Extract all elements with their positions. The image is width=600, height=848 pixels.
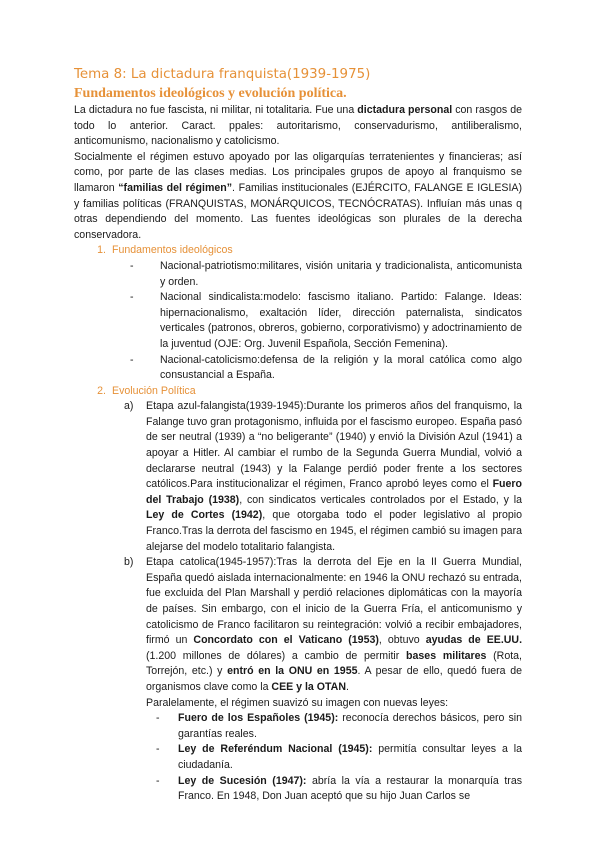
section-heading-2: 2. Evolución Política [97, 384, 196, 397]
list-item: - Ley de Referéndum Nacional (1945): permitía consultar leyes a la ciudadanía. [156, 743, 522, 771]
intro-paragraph-2: Socialmente el régimen estuvo apoyado por las oligarquías terratenientes y financieras; así como, por parte de las clases medias. Los principales grupos de apoyo al franquismo se llamaron “familias del régimen”. Familias institucionales (EJÉRCITO, FALANGE E IGLESIA) y familias políticas (FRANQUISTAS, MONÁRQUICOS, TECNÓCRATAS). Influían más unas q otras dependiendo del momento. Las fuentes ideológicas son plurales de la derecha conservadora. [74, 150, 522, 241]
list-item-b: b) Etapa catolica(1945-1957):Tras la derrota del Eje en la II Guerra Mundial, España quedó aislada internacionalmente: en 1946 la ONU rechazó su entrada, fue excluida del Plan Marshall y perdió relaciones diplomáticas con la mayoría de países. Sin embargo, con el inicio de la Guerra Fría, el anticomunismo y catolicismo de Franco facilitaron su reintegración: volvió a recibir embajadores, firmó un Concordato con el Vaticano (1953), obtuvo ayudas de EE.UU. (1.200 millones de dólares) a cambio de permitir bases militares (Rota, Torrejón, etc.) y entró en la ONU en 1955. A pesar de ello, quedó fuera de organismos clave como la CEE y la OTAN. [124, 556, 523, 693]
document-title: Tema 8: La dictadura franquista(1939-1975) [74, 67, 371, 82]
intro-paragraph-1: La dictadura no fue fascista, ni militar, ni totalitaria. Fue una dictadura personal con rasgos de todo lo anterior. Caract. ppales: autoritarismo, conservadurismo, antiliberalismo, anticomunismo, nacionalismo y catolicismo. [74, 104, 522, 148]
list-item-a: a) Etapa azul-falangista(1939-1945):Durante los primeros años del franquismo, la Falange tuvo gran protagonismo, influida por el fascismo europeo. España pasó de ser neutral (1939) a “no beligerante” (1940) y envió la División Azul (1941) a apoyar a Hitler. Al cambiar el rumbo de la Segunda Guerra Mundial, volvió a declararse neutral (1943) y la Falange perdió poder frente a los sectores católicos.Para institucionalizar el régimen, Franco aprobó leyes como el Fuero del Trabajo (1938), con sindicatos verticales controlados por el Estado, y la Ley de Cortes (1942), que otorgaba todo el poder legislativo al propio Franco.Tras la derrota del fascismo en 1945, el régimen cambió su imagen para alejarse del modelo totalitario falangista. [124, 400, 522, 553]
list-item: - Ley de Sucesión (1947): abría la vía a restaurar la monarquía tras Franco. En 1948, Don Juan aceptó que su hijo Juan Carlos se [156, 774, 523, 803]
list-item: - Nacional-catolicismo:defensa de la religión y la moral católica como algo consustancial a España. [130, 353, 522, 382]
list-item: - Fuero de los Españoles (1945): reconocía derechos básicos, pero sin garantías reales. [156, 712, 522, 740]
document-subtitle: Fundamentos ideológicos y evolución política. [74, 86, 347, 101]
section-heading-1: 1. Fundamentos ideológicos [97, 244, 233, 257]
list-item: - Nacional sindicalista:modelo: fascismo italiano. Partido: Falange. Ideas: hipernacionalismo, exaltación líder, dirección paternalista, sindicatos verticales (patronos, obreros, gobierno, corporativismo) y adoctrinamiento de la juventud (OJE: Org. Juvenil Española, Sección Femenina). [130, 291, 522, 350]
list-item: - Nacional-patriotismo:militares, visión unitaria y tradicionalista, anticomunista y orden. [130, 259, 522, 288]
laws-intro: Paralelamente, el régimen suavizó su imagen con nuevas leyes: [146, 696, 449, 709]
